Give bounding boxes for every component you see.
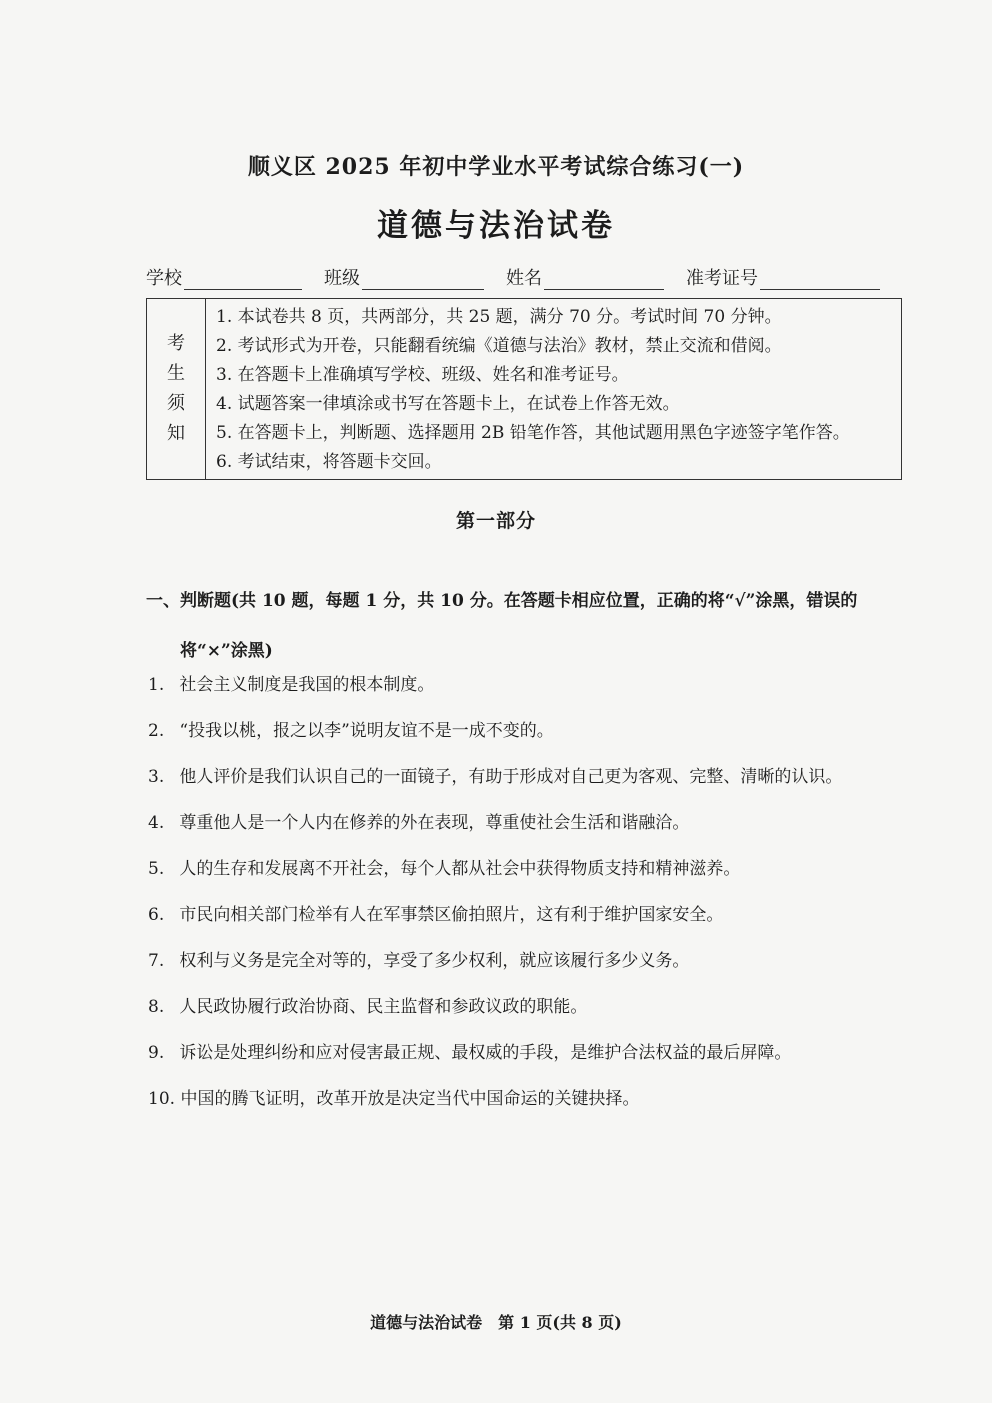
question-text: 市民向相关部门检举有人在军事禁区偷拍照片，这有利于维护国家安全。 bbox=[179, 905, 724, 925]
notice-item: 1. 本试卷共 8 页，共两部分，共 25 题，满分 70 分。考试时间 70 分钟。 bbox=[216, 307, 782, 327]
notice-item: 4. 试题答案一律填涂或书写在答题卡上，在试卷上作答无效。 bbox=[216, 394, 680, 414]
exam-name: 顺义区 2025 年初中学业水平考试综合练习(一) bbox=[247, 154, 745, 180]
class-label: 班级 bbox=[324, 268, 360, 289]
notice-item: 2. 考试形式为开卷，只能翻看统编《道德与法治》教材，禁止交流和借阅。 bbox=[216, 336, 782, 356]
question-number: 6. bbox=[148, 905, 165, 925]
page-footer: 道德与法治试卷 第 1 页(共 8 页) bbox=[370, 1313, 622, 1332]
question-text: “投我以桃，报之以李”说明友谊不是一成不变的。 bbox=[179, 721, 554, 741]
notice-item: 6. 考试结束，将答题卡交回。 bbox=[216, 452, 442, 472]
name-label: 姓名 bbox=[506, 268, 542, 289]
question-text: 诉讼是处理纠纷和应对侵害最正规、最权威的手段，是维护合法权益的最后屏障。 bbox=[179, 1043, 792, 1063]
question-text: 他人评价是我们认识自己的一面镜子，有助于形成对自己更为客观、完整、清晰的认识。 bbox=[179, 767, 843, 787]
name-field bbox=[506, 264, 664, 290]
school-field bbox=[146, 264, 302, 290]
question-number: 4. bbox=[148, 813, 165, 833]
question-text: 权利与义务是完全对等的，享受了多少权利，就应该履行多少义务。 bbox=[179, 951, 690, 971]
question-item bbox=[148, 854, 908, 900]
question-number: 1. bbox=[148, 675, 165, 695]
question-item bbox=[148, 716, 908, 762]
section-heading-line: 将“×”涂黑) bbox=[180, 641, 273, 661]
notice-box bbox=[146, 298, 902, 480]
ticket-label: 准考证号 bbox=[686, 268, 758, 289]
student-info-line bbox=[146, 264, 906, 290]
part-title: 第一部分 bbox=[455, 510, 536, 532]
question-number: 2. bbox=[148, 721, 165, 741]
question-text: 中国的腾飞证明，改革开放是决定当代中国命运的关键抉择。 bbox=[180, 1089, 640, 1109]
question-item bbox=[148, 808, 908, 854]
class-field bbox=[324, 264, 484, 290]
question-item bbox=[148, 1084, 908, 1130]
question-text: 社会主义制度是我国的根本制度。 bbox=[179, 675, 435, 695]
question-item bbox=[148, 762, 908, 808]
question-number: 9. bbox=[148, 1043, 165, 1063]
question-number: 3. bbox=[148, 767, 165, 787]
question-item bbox=[148, 1038, 908, 1084]
question-number: 8. bbox=[148, 997, 165, 1017]
notice-label bbox=[147, 299, 206, 479]
question-list bbox=[148, 670, 908, 1130]
section-heading-line: 一、判断题(共 10 题，每题 1 分，共 10 分。在答题卡相应位置，正确的将“√”涂黑，错误的 bbox=[146, 591, 858, 611]
question-item bbox=[148, 900, 908, 946]
section-heading bbox=[146, 576, 906, 676]
notice-item: 3. 在答题卡上准确填写学校、班级、姓名和准考证号。 bbox=[216, 365, 629, 385]
question-number: 7. bbox=[148, 951, 165, 971]
question-text: 尊重他人是一个人内在修养的外在表现，尊重使社会生活和谐融洽。 bbox=[179, 813, 690, 833]
class-blank bbox=[362, 271, 484, 290]
notice-label-char: 知 bbox=[167, 423, 185, 444]
subject-title: 道德与法治试卷 bbox=[377, 208, 615, 244]
question-text: 人的生存和发展离不开社会，每个人都从社会中获得物质支持和精神滋养。 bbox=[179, 859, 741, 879]
school-blank bbox=[184, 271, 302, 290]
question-item bbox=[148, 992, 908, 1038]
name-blank bbox=[544, 271, 664, 290]
notice-item: 5. 在答题卡上，判断题、选择题用 2B 铅笔作答，其他试题用黑色字迹签字笔作答。 bbox=[216, 423, 850, 443]
notice-label-char: 须 bbox=[167, 393, 185, 414]
notice-label-char: 考 bbox=[167, 333, 185, 354]
question-item bbox=[148, 946, 908, 992]
question-number: 5. bbox=[148, 859, 165, 879]
school-label: 学校 bbox=[146, 268, 182, 289]
question-number: 10. bbox=[148, 1089, 176, 1109]
notice-label-char: 生 bbox=[167, 363, 185, 384]
ticket-blank bbox=[760, 271, 880, 290]
ticket-field bbox=[686, 264, 880, 290]
question-text: 人民政协履行政治协商、民主监督和参政议政的职能。 bbox=[179, 997, 588, 1017]
notice-items bbox=[206, 299, 901, 479]
question-item bbox=[148, 670, 908, 716]
